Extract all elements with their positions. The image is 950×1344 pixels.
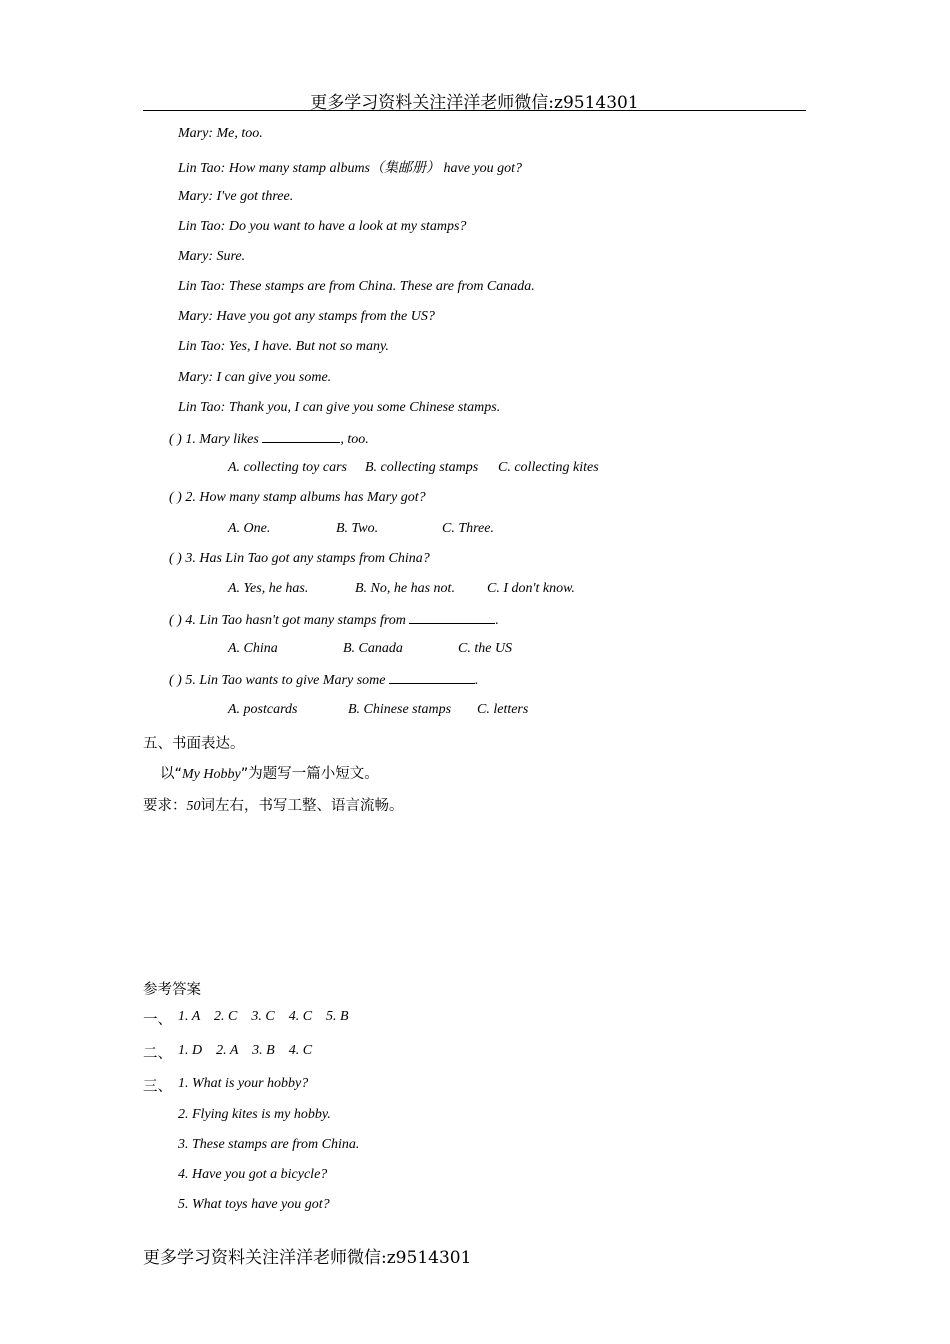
answers-label-3: 三、 [143,1079,172,1095]
answer-paren[interactable]: ( ) [169,490,182,505]
section-5-title: 五、书面表达。 [143,736,245,752]
option-b: B. Two. [336,521,379,536]
page-footer: 更多学习资料关注洋洋老师微信:z9514301 [143,1248,472,1268]
option-a: A. China [228,641,278,656]
option-c: C. the US [458,641,513,656]
answers-row-2: 1. D 2. A 3. B 4. C [178,1043,313,1058]
question-4: ( ) 4. Lin Tao hasn't got many stamps from . [169,613,499,628]
page-header: 更多学习资料关注洋洋老师微信:z9514301 [310,93,639,113]
option-c: C. I don't know. [487,581,575,596]
question-4-options [0,641,950,661]
dialogue-line: Mary: I can give you some. [178,370,332,385]
answers-row-3-item: 3. These stamps are from China. [178,1137,360,1152]
answer-paren[interactable]: ( ) [169,673,182,688]
section-5-prompt: 以“My Hobby”为题写一篇小短文。 [160,766,379,782]
option-a: A. collecting toy cars [228,460,347,475]
option-c: C. Three. [442,521,494,536]
answer-paren[interactable]: ( ) [169,551,182,566]
question-1: ( ) 1. Mary likes , too. [169,432,369,447]
question-1-options [0,460,950,480]
dialogue-line: Lin Tao: These stamps are from China. These are from Canada. [178,279,535,294]
dialogue-line: Mary: I've got three. [178,189,294,204]
answer-paren[interactable]: ( ) [169,432,182,447]
answers-row-3-item: 4. Have you got a bicycle? [178,1167,328,1182]
question-3-options [0,581,950,601]
question-5: ( ) 5. Lin Tao wants to give Mary some . [169,673,479,688]
dialogue-line: Mary: Me, too. [178,126,263,141]
answers-title: 参考答案 [143,982,201,998]
option-b: B. No, he has not. [355,581,455,596]
dialogue-line: Mary: Have you got any stamps from the US? [178,309,435,324]
option-b: B. Canada [343,641,403,656]
answer-blank[interactable] [389,671,475,684]
dialogue-line: Lin Tao: Do you want to have a look at my stamps? [178,219,467,234]
option-b: B. collecting stamps [365,460,479,475]
question-2: ( ) 2. How many stamp albums has Mary got? [169,490,426,505]
dialogue-line: Mary: Sure. [178,249,246,264]
answers-label-1: 一、 [143,1012,172,1028]
answers-row-3-item: 1. What is your hobby? [178,1076,309,1091]
section-5-requirement: 要求：50词左右，书写工整、语言流畅。 [143,798,404,814]
question-2-options [0,521,950,541]
answer-paren[interactable]: ( ) [169,613,182,628]
answer-blank[interactable] [409,611,495,624]
header-rule [143,110,806,111]
question-5-options [0,702,950,722]
option-a: A. One. [228,521,271,536]
option-a: A. postcards [228,702,298,717]
question-3: ( ) 3. Has Lin Tao got any stamps from China? [169,551,430,566]
option-c: C. collecting kites [498,460,599,475]
answer-blank[interactable] [262,430,340,443]
option-a: A. Yes, he has. [228,581,309,596]
dialogue-line: Lin Tao: Thank you, I can give you some Chinese stamps. [178,400,501,415]
answers-label-2: 二、 [143,1046,172,1062]
dialogue-line: Lin Tao: How many stamp albums（集邮册） have you got? [178,161,523,176]
answers-row-3-item: 5. What toys have you got? [178,1197,330,1212]
option-c: C. letters [477,702,529,717]
option-b: B. Chinese stamps [348,702,452,717]
answers-row-1: 1. A 2. C 3. C 4. C 5. B [178,1009,349,1024]
dialogue-line: Lin Tao: Yes, I have. But not so many. [178,339,389,354]
answers-row-3-item: 2. Flying kites is my hobby. [178,1107,331,1122]
